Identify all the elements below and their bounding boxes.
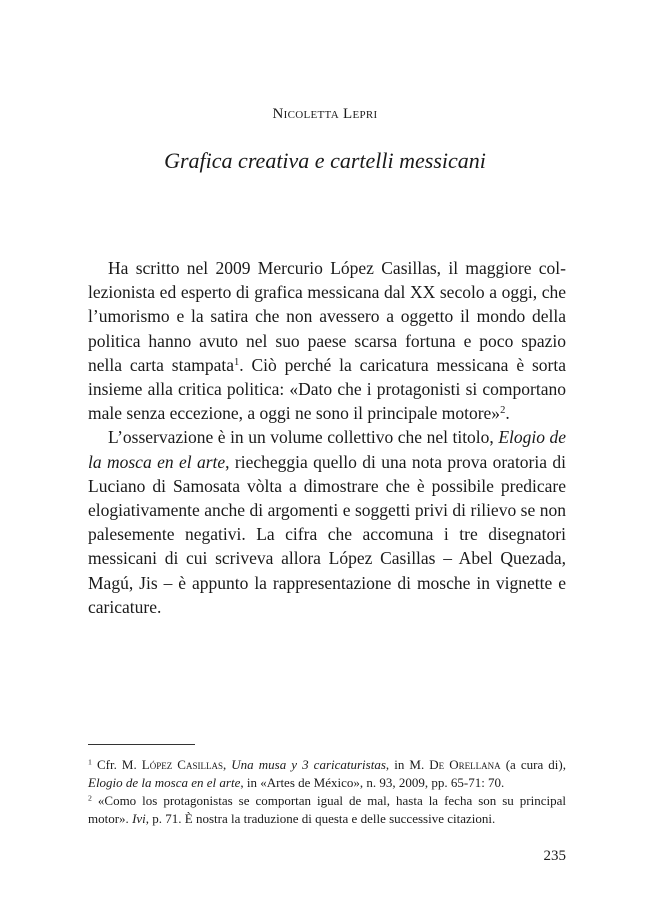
footnote-1-pre: Cfr. M. (91, 757, 142, 772)
footnote-1-number: 1 (88, 757, 92, 767)
paragraph-2 (88, 425, 566, 619)
footnote-1-mid-2: (a cura di), (500, 757, 566, 772)
footnote-2-pre: «Como los protagonistas se comportan igual de mal, hasta la fecha son su principal motor». (88, 793, 566, 826)
paragraph-2-italic-title: Elogio de la mosca en el arte (88, 427, 566, 472)
footnote-2-post: , p. 71. È nostra la traduzione di questa e delle successive citazioni. (145, 810, 496, 826)
footnote-ref-2: 2 (500, 405, 506, 417)
footnote-1-author-1: López Casillas (141, 757, 223, 772)
chapter-title: Grafica creativa e cartelli messicani (164, 148, 486, 173)
paragraph-1-text-b: . Ciò perché la caricatura messicana è sorta insieme alla critica politica: «Dato che i protagonisti si comportano male senza eccezione, a oggi ne sono il principale motore» (88, 354, 566, 424)
paragraph-1-text-a: Ha scritto nel 2009 Mercurio López Casillas, il maggiore collezionista ed esperto di grafica messicana dal XX secolo a oggi, che l’umorismo e la satira che non avessero a oggetto il mondo della politica hanno avuto nel suo paese scarsa fortuna e poco spazio nella carta stampata (88, 258, 566, 375)
footnote-ref-1: 1 (233, 357, 240, 369)
footnote-2-ivi: Ivi (132, 810, 146, 826)
footnote-1-sep: , (222, 757, 232, 772)
paragraph-2-text-b: , riecheggia quello di una nota prova oratoria di Luciano di Samosata vòlta a dimostrare che è possibile predicare elogiativamente anche di argomenti e soggetti privi di rilievo se non palesemente negativi. La cifra che accomuna i tre disegnatori messicani di cui scriveva allora López Casillas – Abel Quezada, Magú, Jis – è appunto la rappresentazione di mosche in vignette e caricature. (88, 451, 566, 617)
footnotes (88, 756, 566, 828)
body-text (88, 256, 566, 619)
paragraph-1-text-c: . (505, 403, 510, 424)
footnote-1 (88, 756, 566, 791)
paragraph-1 (88, 256, 566, 425)
footnote-1-work-2: Elogio de la mosca en el arte (88, 774, 241, 790)
author-name: Nicoletta Lepri (272, 106, 378, 122)
footnote-1-post: , in «Artes de México», n. 93, 2009, pp. 65-71: 70. (240, 774, 505, 790)
paragraph-2-text-a: L’osservazione è in un volume collettivo che nel titolo, (108, 427, 499, 448)
footnote-1-mid: , in M. (385, 757, 430, 772)
footnote-1-work-1: Una musa y 3 caricaturistas (231, 757, 386, 772)
page-number: 235 (543, 848, 566, 864)
footnote-2-number: 2 (88, 793, 92, 803)
footnote-separator (88, 744, 195, 745)
footnote-2 (88, 792, 566, 827)
footnote-1-author-2: De Orellana (429, 757, 501, 772)
